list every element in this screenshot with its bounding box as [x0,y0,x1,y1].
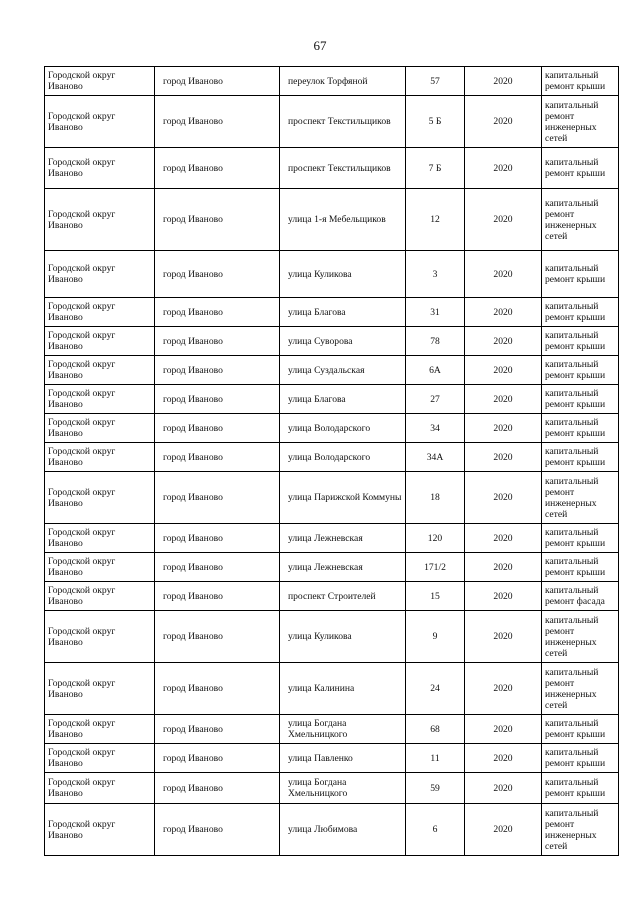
street-cell: улица Благова [280,385,406,414]
work-type-cell: капитальный ремонт инженерных сетей [542,96,619,148]
house-number-cell: 5 Б [406,96,465,148]
year-cell: 2020 [465,715,542,744]
city-cell: город Иваново [155,744,280,773]
city-cell: город Иваново [155,663,280,715]
year-cell: 2020 [465,773,542,804]
work-type-cell: капитальный ремонт крыши [542,414,619,443]
city-cell: город Иваново [155,298,280,327]
year-cell: 2020 [465,744,542,773]
street-cell: переулок Торфяной [280,67,406,96]
district-cell: Городской округ Иваново [45,715,155,744]
house-number-cell: 171/2 [406,553,465,582]
district-cell: Городской округ Иваново [45,773,155,804]
street-cell: улица Лежневская [280,553,406,582]
street-cell: улица Куликова [280,251,406,298]
year-cell: 2020 [465,385,542,414]
city-cell: город Иваново [155,524,280,553]
house-number-cell: 9 [406,611,465,663]
city-cell: город Иваново [155,611,280,663]
work-type-cell: капитальный ремонт крыши [542,553,619,582]
year-cell: 2020 [465,67,542,96]
table-row [45,96,619,148]
street-cell: улица Лежневская [280,524,406,553]
work-type-cell: капитальный ремонт крыши [542,744,619,773]
city-cell: город Иваново [155,804,280,856]
year-cell: 2020 [465,611,542,663]
table-body [45,67,619,856]
year-cell: 2020 [465,298,542,327]
street-cell: улица Богдана Хмельницкого [280,715,406,744]
house-number-cell: 7 Б [406,148,465,189]
house-number-cell: 12 [406,189,465,251]
city-cell: город Иваново [155,148,280,189]
repair-schedule-table [44,66,619,856]
house-number-cell: 78 [406,327,465,356]
work-type-cell: капитальный ремонт крыши [542,298,619,327]
district-cell: Городской округ Иваново [45,189,155,251]
work-type-cell: капитальный ремонт крыши [542,524,619,553]
year-cell: 2020 [465,414,542,443]
district-cell: Городской округ Иваново [45,148,155,189]
house-number-cell: 3 [406,251,465,298]
district-cell: Городской округ Иваново [45,251,155,298]
table-row [45,385,619,414]
house-number-cell: 34 [406,414,465,443]
district-cell: Городской округ Иваново [45,582,155,611]
district-cell: Городской округ Иваново [45,524,155,553]
city-cell: город Иваново [155,96,280,148]
year-cell: 2020 [465,189,542,251]
city-cell: город Иваново [155,715,280,744]
city-cell: город Иваново [155,553,280,582]
district-cell: Городской округ Иваново [45,553,155,582]
table-row [45,715,619,744]
house-number-cell: 11 [406,744,465,773]
district-cell: Городской округ Иваново [45,443,155,472]
work-type-cell: капитальный ремонт инженерных сетей [542,804,619,856]
work-type-cell: капитальный ремонт инженерных сетей [542,189,619,251]
city-cell: город Иваново [155,251,280,298]
year-cell: 2020 [465,327,542,356]
house-number-cell: 57 [406,67,465,96]
district-cell: Городской округ Иваново [45,804,155,856]
city-cell: город Иваново [155,67,280,96]
year-cell: 2020 [465,553,542,582]
house-number-cell: 68 [406,715,465,744]
year-cell: 2020 [465,96,542,148]
street-cell: проспект Текстильщиков [280,96,406,148]
city-cell: город Иваново [155,443,280,472]
street-cell: улица Благова [280,298,406,327]
house-number-cell: 6А [406,356,465,385]
table-row [45,524,619,553]
street-cell: улица Парижской Коммуны [280,472,406,524]
page-number: 67 [313,38,327,53]
street-cell: улица 1-я Мебельщиков [280,189,406,251]
district-cell: Городской округ Иваново [45,67,155,96]
work-type-cell: капитальный ремонт крыши [542,327,619,356]
district-cell: Городской округ Иваново [45,385,155,414]
district-cell: Городской округ Иваново [45,96,155,148]
city-cell: город Иваново [155,472,280,524]
street-cell: улица Куликова [280,611,406,663]
street-cell: проспект Текстильщиков [280,148,406,189]
work-type-cell: капитальный ремонт крыши [542,148,619,189]
year-cell: 2020 [465,524,542,553]
district-cell: Городской округ Иваново [45,414,155,443]
work-type-cell: капитальный ремонт крыши [542,356,619,385]
table-row [45,189,619,251]
year-cell: 2020 [465,582,542,611]
table-row [45,327,619,356]
table-row [45,67,619,96]
work-type-cell: капитальный ремонт крыши [542,67,619,96]
house-number-cell: 31 [406,298,465,327]
table-row [45,414,619,443]
table-row [45,298,619,327]
table-row [45,582,619,611]
city-cell: город Иваново [155,582,280,611]
table-row [45,553,619,582]
city-cell: город Иваново [155,356,280,385]
street-cell: улица Володарского [280,414,406,443]
table-row [45,804,619,856]
table-row [45,663,619,715]
street-cell: улица Любимова [280,804,406,856]
table-row [45,773,619,804]
year-cell: 2020 [465,443,542,472]
district-cell: Городской округ Иваново [45,611,155,663]
street-cell: улица Калинина [280,663,406,715]
city-cell: город Иваново [155,385,280,414]
work-type-cell: капитальный ремонт крыши [542,773,619,804]
year-cell: 2020 [465,251,542,298]
district-cell: Городской округ Иваново [45,472,155,524]
city-cell: город Иваново [155,414,280,443]
house-number-cell: 6 [406,804,465,856]
year-cell: 2020 [465,148,542,189]
house-number-cell: 24 [406,663,465,715]
table-row [45,251,619,298]
house-number-cell: 59 [406,773,465,804]
year-cell: 2020 [465,356,542,385]
work-type-cell: капитальный ремонт крыши [542,251,619,298]
city-cell: город Иваново [155,773,280,804]
city-cell: город Иваново [155,189,280,251]
street-cell: улица Суздальская [280,356,406,385]
table-row [45,611,619,663]
street-cell: улица Павленко [280,744,406,773]
street-cell: улица Богдана Хмельницкого [280,773,406,804]
work-type-cell: капитальный ремонт крыши [542,385,619,414]
district-cell: Городской округ Иваново [45,663,155,715]
house-number-cell: 27 [406,385,465,414]
table-row [45,148,619,189]
district-cell: Городской округ Иваново [45,298,155,327]
table-row [45,356,619,385]
street-cell: улица Володарского [280,443,406,472]
district-cell: Городской округ Иваново [45,327,155,356]
year-cell: 2020 [465,663,542,715]
work-type-cell: капитальный ремонт инженерных сетей [542,472,619,524]
table-row [45,443,619,472]
work-type-cell: капитальный ремонт крыши [542,443,619,472]
street-cell: проспект Строителей [280,582,406,611]
work-type-cell: капитальный ремонт крыши [542,715,619,744]
table-row [45,472,619,524]
year-cell: 2020 [465,472,542,524]
house-number-cell: 120 [406,524,465,553]
house-number-cell: 15 [406,582,465,611]
work-type-cell: капитальный ремонт инженерных сетей [542,611,619,663]
house-number-cell: 34А [406,443,465,472]
house-number-cell: 18 [406,472,465,524]
city-cell: город Иваново [155,327,280,356]
work-type-cell: капитальный ремонт инженерных сетей [542,663,619,715]
street-cell: улица Суворова [280,327,406,356]
year-cell: 2020 [465,804,542,856]
work-type-cell: капитальный ремонт фасада [542,582,619,611]
district-cell: Городской округ Иваново [45,356,155,385]
district-cell: Городской округ Иваново [45,744,155,773]
table-row [45,744,619,773]
